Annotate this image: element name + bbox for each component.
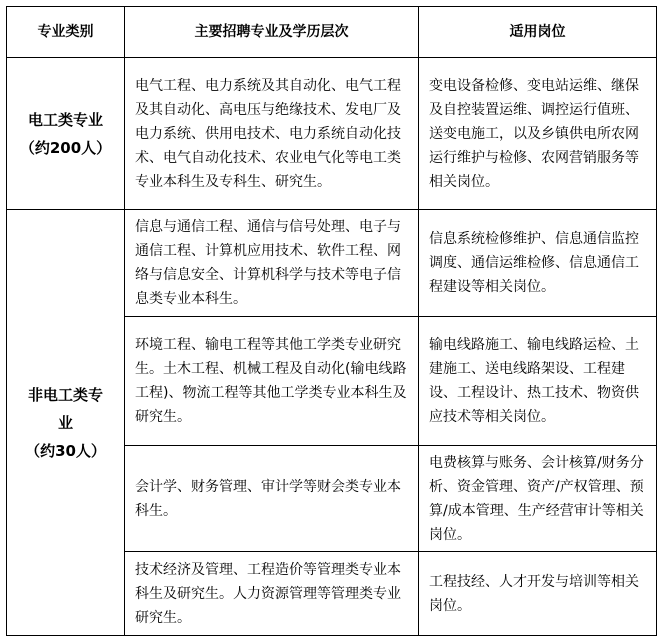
majors-text: 电气工程、电力系统及其自动化、电气工程及其自动化、高电压与绝缘技术、发电厂及电力系统、供用电技术、电力系统自动化技术、电气自动化技术、农业电气化等电工类专业本科生及专科生、研究生。 [135,77,401,190]
majors-text: 会计学、财务管理、审计学等财会类专业本科生。 [135,478,401,519]
header-positions: 适用岗位 [419,7,657,58]
category-count: （约200人） [19,138,112,157]
positions-text: 输电线路施工、输电线路运检、土建施工、送电线路架设、工程建设、工程设计、热工技术、物资供应技术等相关岗位。 [429,337,639,425]
category-non-electrical [7,210,125,636]
majors-cell [125,446,419,552]
positions-cell [419,317,657,446]
majors-cell [125,210,419,317]
recruitment-table [6,6,657,636]
positions-text: 变电设备检修、变电站运维、继保及自控装置运维、调控运行值班、送变电施工，以及乡镇供电所农网运行维护与检修、农网营销服务等相关岗位。 [429,77,639,190]
category-count: （约30人） [25,441,106,460]
table-header-row [7,7,657,58]
majors-cell [125,317,419,446]
majors-text: 信息与通信工程、通信与信号处理、电子与通信工程、计算机应用技术、软件工程、网络与信息安全、计算机科学与技术等电子信息类专业本科生。 [135,219,401,307]
category-electrical [7,58,125,210]
majors-cell [125,58,419,210]
positions-text: 工程技经、人才开发与培训等相关岗位。 [429,573,639,614]
majors-text: 技术经济及管理、工程造价等管理类专业本科生及研究生。人力资源管理等管理类专业研究生。 [135,561,401,626]
category-name: 非电工类专业 [27,385,103,432]
positions-cell [419,58,657,210]
majors-text: 环境工程、输电工程等其他工学类专业研究生。土木工程、机械工程及自动化(输电线路工程)、物流工程等其他工学类专业本科生及研究生。 [135,337,407,425]
table-row [7,58,657,210]
positions-text: 电费核算与账务、会计核算/财务分析、资金管理、资产/产权管理、预算/成本管理、生产经营审计等相关岗位。 [429,454,644,543]
header-category: 专业类别 [7,7,125,58]
table-row [7,210,657,317]
header-majors: 主要招聘专业及学历层次 [125,7,419,58]
positions-cell [419,210,657,317]
positions-cell [419,446,657,552]
positions-cell [419,552,657,636]
category-name: 电工类专业 [27,110,103,129]
majors-cell [125,552,419,636]
positions-text: 信息系统检修维护、信息通信监控调度、通信运维检修、信息通信工程建设等相关岗位。 [429,231,639,295]
